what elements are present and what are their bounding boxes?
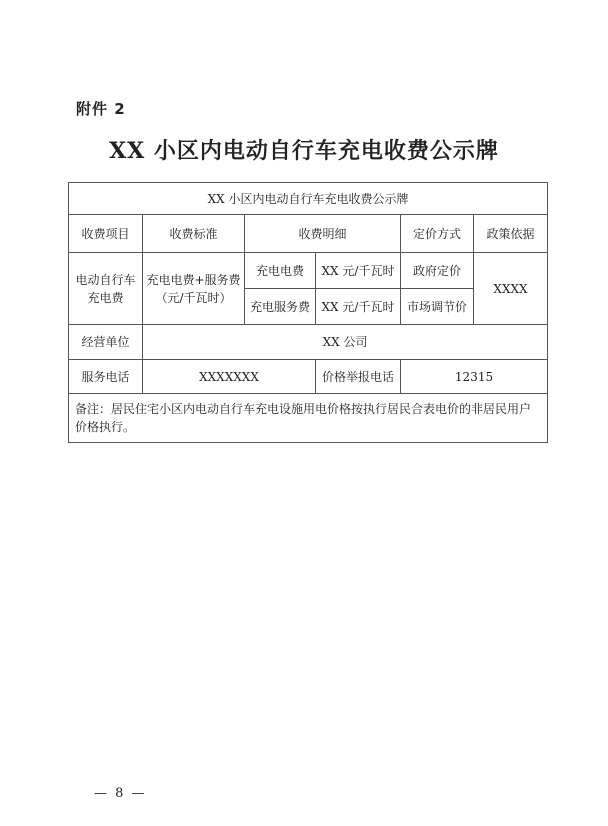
operator-value: XX 公司 — [143, 325, 548, 360]
service-fee-value: XX 元/千瓦时 — [316, 289, 401, 325]
item-line1: 电动自行车 — [75, 272, 136, 287]
header-pricing-method: 定价方式 — [401, 215, 474, 253]
service-phone-value: XXXXXXX — [143, 360, 316, 394]
report-phone-label: 价格举报电话 — [316, 360, 401, 394]
fee-board-table — [68, 182, 548, 443]
note: 备注：居民住宅小区内电动自行车充电设施用电价格按执行居民合表电价的非居民用户价格执行。 — [69, 394, 548, 443]
standard-line2: （元/千瓦时） — [155, 290, 232, 305]
page-title: XX 小区内电动自行车充电收费公示牌 — [109, 138, 499, 164]
header-item: 收费项目 — [69, 215, 143, 253]
operator-label: 经营单位 — [69, 325, 143, 360]
charge-fee-label: 充电电费 — [245, 253, 316, 289]
service-fee-label: 充电服务费 — [245, 289, 316, 325]
attachment-label: 附件 2 — [76, 100, 126, 118]
cell-item — [69, 253, 143, 325]
service-phone-label: 服务电话 — [69, 360, 143, 394]
standard-line1: 充电电费+服务费 — [146, 272, 241, 287]
charge-fee-method: 政府定价 — [401, 253, 474, 289]
table-caption: XX 小区内电动自行车充电收费公示牌 — [69, 183, 548, 215]
charge-fee-value: XX 元/千瓦时 — [316, 253, 401, 289]
header-detail: 收费明细 — [245, 215, 401, 253]
page-number: — 8 — — [94, 786, 147, 801]
cell-standard — [143, 253, 245, 325]
header-policy-basis: 政策依据 — [474, 215, 548, 253]
service-fee-method: 市场调节价 — [401, 289, 474, 325]
policy-value: XXXX — [474, 253, 548, 325]
item-line2: 充电费 — [87, 290, 124, 305]
header-standard: 收费标准 — [143, 215, 245, 253]
report-phone-value: 12315 — [401, 360, 548, 394]
